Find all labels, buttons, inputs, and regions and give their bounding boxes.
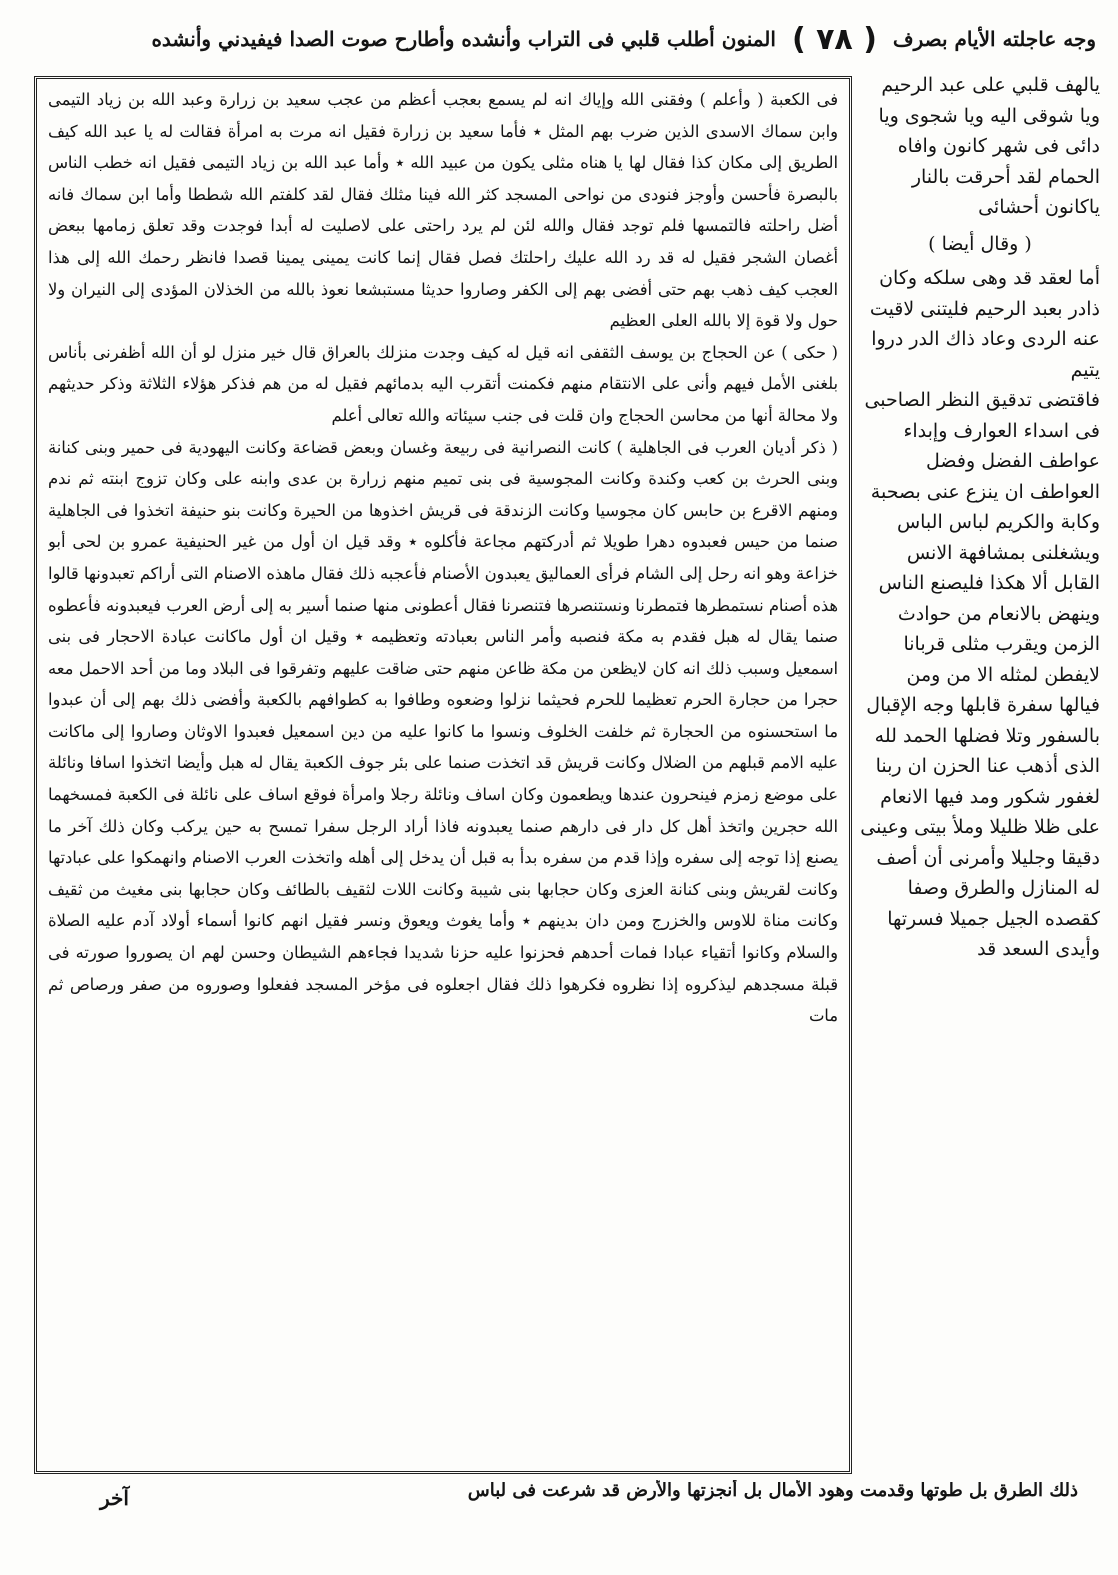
paragraph-hajjaj: ( حكى ) عن الحجاج بن يوسف الثقفى انه قيل له كيف وجدت منزلك بالعراق قال خير منزل لو أن الله أظفرنى بأناس بلغنى الأمل فيهم وأنى على الانتقام منهم فكمنت أتقرب اليه بدمائهم فقيل له من هم فذكر هؤلاء الثلاثة وذكر حديثهم ولا محالة أنها من محاسن الحجاج وان قلت فى جنب سيئاته والله تعالى أعلم (48, 342, 838, 425)
page-number: ( ٧٨ ) (791, 21, 877, 57)
catchword: آخر (100, 1486, 129, 1510)
page-header (20, 14, 1096, 64)
margin-poem-1: يالهف قلبي على عبد الرحيم ويا شوقى اليه ويا شجوى ويا دائى فى شهر كانون وافاه الحمام لقد أحرقت بالنار ياكانون أحشائى (878, 74, 1100, 218)
margin-subheading: ( وقال أيضا ) (928, 232, 1032, 255)
margin-poem-2: أما لعقد قد وهى سلكه وكان ذادر بعبد الرحيم فليتنى لاقيت عنه الردى وعاد ذاك الدر دروا يتيم (869, 267, 1100, 381)
page-footer-line: ذلك الطرق بل طوتها وقدمت وهود الأمال بل أنجزتها والأرض قد شرعت فى لباس (467, 1480, 1078, 1501)
margin-column (860, 70, 1100, 1490)
paragraph-ibn-zurara: فى الكعبة ( وأعلم ) وفقنى الله وإياك انه لم يسمع بعجب أعظم من عجب سعيد بن زرارة وعبد الله بن زياد التيمى وابن سماك الاسدى الذين ضرب بهم المثل ٭ فأما سعيد بن زرارة فقيل انه مرت به امرأة فقالت له يا عبد الله كيف الطريق إلى مكان كذا فقال لها يا هناه مثلى يكون من عبيد الله ٭ وأما عبد الله بن زياد التيمى فقيل انه خطب الناس بالبصرة فأحسن وأوجز فنودى من نواحى المسجد كثر الله فينا مثلك فقال لقد كلفتم الله شططا وأما ابن سماك فانه أضل راحلته فالتمسها فلم توجد فقال والله لئن لم يرد راحتى على لاصليت له أبدا فوجدت وقد تعلق زمامها ببعض أغصان الشجر فقيل له قد رد الله عليك راحلتك فصل فقال إنما كانت يمينى يمينا قصدا فانظر رحمك الله إلى هذا العجب كيف ذهب بهم حتى أفضى بهم إلى الكفر وصاروا حديثا مستبشعا نعوذ بالله من الخذلان المؤدى إلى النيران ولا حول ولا قوة إلا بالله العلى العظيم (48, 90, 838, 331)
header-left-text: المنون أطلب قلبي فى التراب وأنشده وأطارح صوت الصدا فيفيدني وأنشده (151, 27, 776, 51)
paragraph-arab-religions: ( ذكر أديان العرب فى الجاهلية ) كانت النصرانية فى ربيعة وغسان وبعض قضاعة وكانت اليهودية فى حمير وبنى كنانة وبنى الحرث بن كعب وكندة وكانت المجوسية فى بنى تميم منهم زرارة بن عدى وابنه على وكان تزوج ابنته ثم ندم ومنهم الاقرع بن حابس كان مجوسيا وكانت الزندقة فى قريش اخذوها من الحيرة وكانت بنو حنيفة اتخذوا فى الجاهلية صنما من حيس فعبدوه دهرا طويلا ثم أدركتهم مجاعة فأكلوه ٭ وقد قيل ان أول من غير الحنيفية عمرو بن لحى أبو خزاعة وهو انه رحل إلى الشام فرأى العماليق يعبدون الأصنام فأعجبه ذلك فقال ماهذه الاصنام التى أراكم تعبدونها قالوا هذه أصنام نستمطرها فتمطرنا ونستنصرها فتنصرنا فقال أعطونى منها صنما أسير به إلى أرض العرب فيعبدونه فأعطوه صنما يقال له هبل فقدم به مكة فنصبه وأمر الناس بعبادته وتعظيمه ٭ وقيل ان أول ماكانت عبادة الاحجار فى بنى اسمعيل وسبب ذلك انه كان لايظعن من مكة ظاعن منهم حتى ضاقت عليهم وتفرقوا فى البلاد وما من أحد الاحمل معه حجرا من حجارة الحرم تعظيما للحرم فحيثما نزلوا وضعوه وطافوا به كطوافهم بالكعبة وأفضى ذلك بهم إلى أن عبدوا ما استحسنوه من الحجارة ثم خلفت الخلوف ونسوا ما كانوا عليه من دين اسمعيل فعبدوا الاوثان وصاروا إلى ماكانت عليه الامم قبلهم من الضلال وكانت قريش قد اتخذت صنما على بئر جوف الكعبة يقال له هبل وأيضا اتخذوا اسافا ونائلة على موضع زمزم فينحرون عندها ويطعمون وكان اساف ونائلة رجلا وامرأة فوقع اساف على نائلة فى الكعبة فمسخهما الله حجرين واتخذ أهل كل دار فى دارهم صنما يعبدونه فاذا أراد الرجل سفرا تمسح به حين يركب وكان ذلك آخر ما يصنع إذا توجه إلى سفره وإذا قدم من سفره بدأ به قبل أن يدخل إلى أهله واتخذت العرب الاصنام وانهمكوا على عبادتها وكانت لقريش وبنى كنانة العزى وكان حجابها بنى شيبة وكانت اللات لثقيف بالطائف وكان حجابها بنى مغيث من ثقيف وكانت مناة للاوس والخزرج ومن دان بدينهم ٭ وأما يغوث ويعوق ونسر فقيل انهم كانوا أسماء أولاد آدم عليه الصلاة والسلام وكانوا أتقياء عبادا فمات أحدهم فحزنوا عليه حزنا شديدا فجاءهم الشيطان وحسن لهم ان يصوروا صورته فى قبلة مسجدهم ليذكروه إذا نظروه فكرهوا ذلك فقال اجعلوه فى مؤخر المسجد ففعلوا وصوروه من صفر ورصاص ثم مات (48, 437, 838, 1026)
header-right-text: وجه عاجلته الأيام بصرف (892, 27, 1096, 51)
margin-prose: فاقتضى تدقيق النظر الصاحبى فى اسداء العوارف وإبداء عواطف الفضل وفضل العواطف ان ينزع عنى بصحبة وكابة والكريم لباس الباس ويشغلنى بمشافهة الانس القابل ألا هكذا فليصنع الناس وينهض بالانعام من حوادث الزمن ويقرب مثلى قربانا لايفطن لمثله الا من ومن فيالها سفرة قابلها وجه الإقبال بالسفور وتلا فضلها الحمد لله الذى أذهب عنا الحزن ان ربنا لغفور شكور ومد فيها الانعام على ظلا ظليلا وملأ بيتى وعينى دقيقا وجليلا وأمرنى أن أصف له المنازل والطرق وصفا كقصده الجيل جميلا فسرتها وأيدى السعد قد (860, 389, 1100, 960)
main-text-block (48, 84, 838, 1466)
